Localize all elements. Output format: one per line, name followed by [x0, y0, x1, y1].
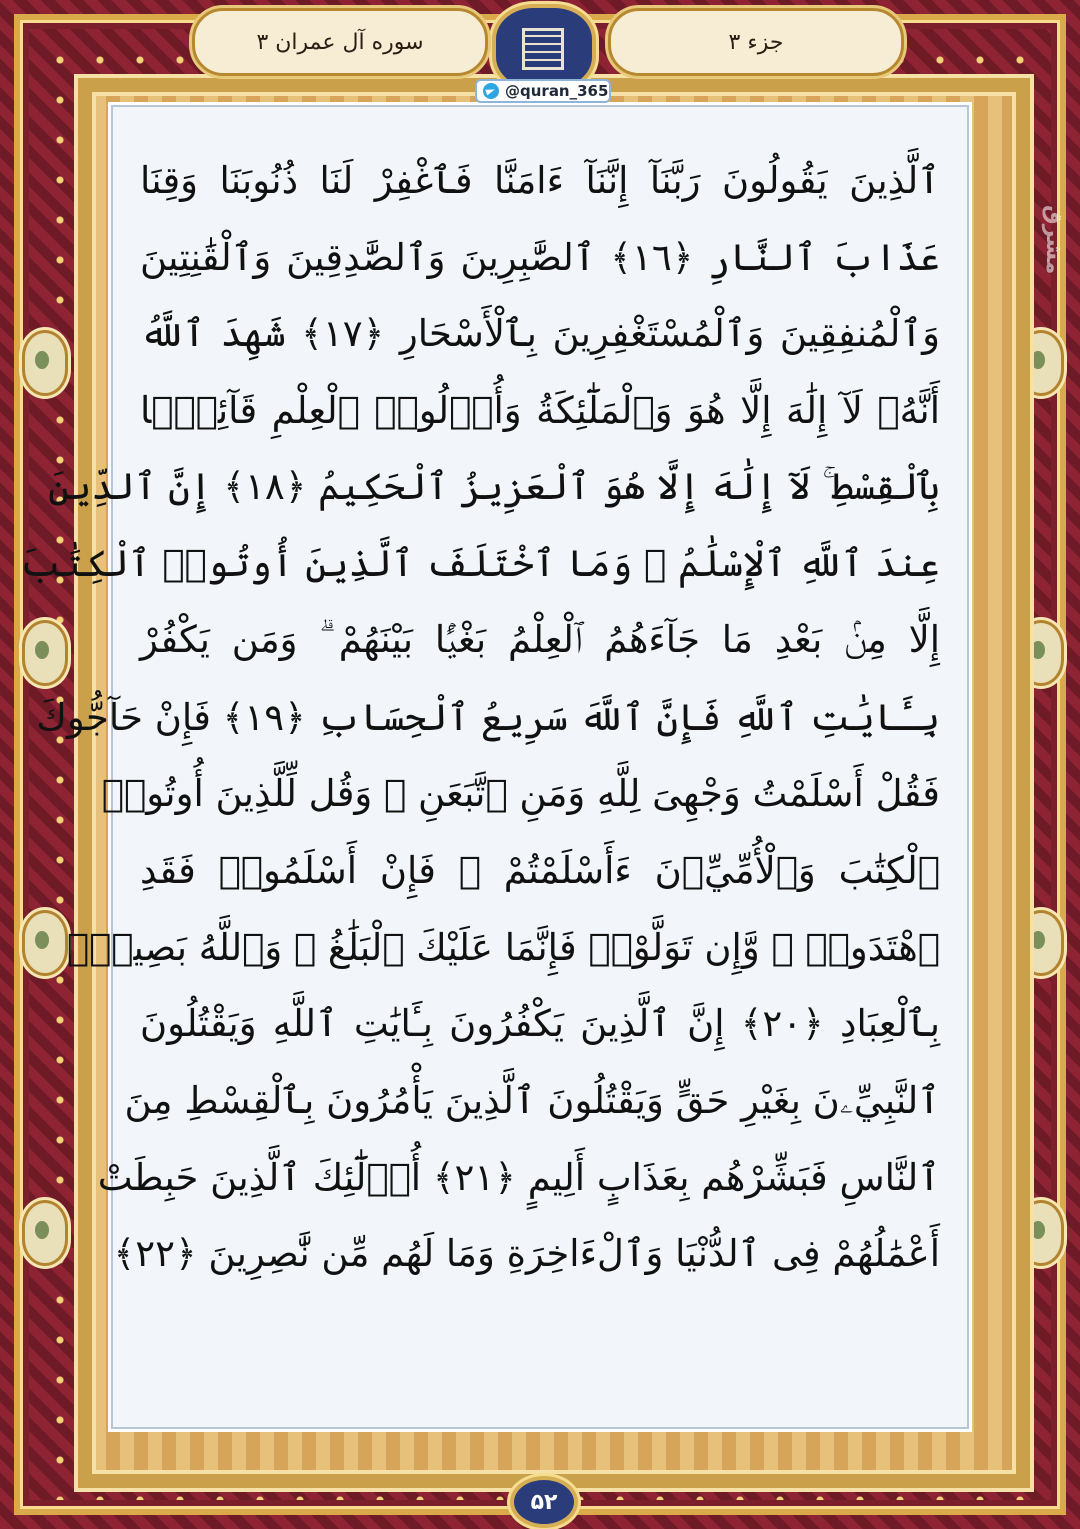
medallion-ornament	[22, 910, 68, 976]
page-number: ۵۲	[510, 1476, 578, 1528]
verse-line: ٱلَّذِينَ يَقُولُونَ رَبَّنَآ إِنَّنَآ ءَامَنَّا فَٱغْفِرْ لَنَا ذُنُوبَنَا وَقِنَا	[140, 158, 940, 202]
verse-line: فَقُلْ أَسْلَمْتُ وَجْهِىَ لِلَّهِ وَمَنِ ٱتَّبَعَنِ ۗ وَقُل لِّلَّذِينَ أُوتُوا۟	[101, 772, 940, 816]
verse-line: أَعْمَٰلُهُمْ فِى ٱلدُّنْيَا وَٱلْءَاخِرَةِ وَمَا لَهُم مِّن نَّٰصِرِينَ ﴿٢٢﴾	[113, 1232, 940, 1276]
verse-line: عَذَابَ ٱلنَّارِ ﴿١٦﴾ ٱلصَّٰبِرِينَ وَٱلصَّٰدِقِينَ وَٱلْقَٰنِتِينَ	[140, 235, 940, 279]
telegram-icon	[483, 83, 499, 99]
verse-line: ٱلْكِتَٰبَ وَٱلْأُمِّيِّۦنَ ءَأَسْلَمْتُمْ ۚ فَإِنْ أَسْلَمُوا۟ فَقَدِ	[140, 849, 940, 893]
verse-line: بِٱلْعِبَادِ ﴿٢٠﴾ إِنَّ ٱلَّذِينَ يَكْفُرُونَ بِـَٔايَٰتِ ٱللَّهِ وَيَقْتُلُونَ	[140, 1002, 940, 1046]
verse-line: ٱلنَّبِيِّۦنَ بِغَيْرِ حَقٍّ وَيَقْتُلُونَ ٱلَّذِينَ يَأْمُرُونَ بِٱلْقِسْطِ مِنَ	[124, 1078, 940, 1122]
verse-line: إِلَّا مِنۢ بَعْدِ مَا جَآءَهُمُ ٱلْعِلْمُ بَغْيًۢا بَيْنَهُمْ ۗ وَمَن يَكْفُرْ	[140, 618, 940, 662]
surah-label: سوره آل عمران ۳	[192, 8, 488, 76]
verse-line: ٱهْتَدَوا۟ ۖ وَّإِن تَوَلَّوْا۟ فَإِنَّمَا عَلَيْكَ ٱلْبَلَٰغُ ۗ وَٱللَّهُ بَصِيرٌۢ	[66, 925, 940, 969]
verse-line: بِـَٔايَٰتِ ٱللَّهِ فَإِنَّ ٱللَّهَ سَرِيعُ ٱلْحِسَابِ ﴿١٩﴾ فَإِنْ حَآجُّوكَ	[36, 695, 940, 739]
watermark-logo: مشرق	[1041, 204, 1066, 274]
juz-label: جزء ۳	[608, 8, 904, 76]
verse-line: أَنَّهُۥ لَآ إِلَٰهَ إِلَّا هُوَ وَٱلْمَلَٰٓئِكَةُ وَأُو۟لُوا۟ ٱلْعِلْمِ قَآئِمًۢا	[140, 388, 940, 432]
medallion-ornament	[22, 620, 68, 686]
verse-line: وَٱلْمُنفِقِينَ وَٱلْمُسْتَغْفِرِينَ بِٱلْأَسْحَارِ ﴿١٧﴾ شَهِدَ ٱللَّهُ	[140, 312, 941, 356]
verse-lines	[20, 142, 941, 1292]
telegram-handle-badge[interactable]	[475, 79, 611, 103]
verse-line: بِٱلْقِسْطِ ۚ لَآ إِلَٰهَ إِلَّا هُوَ ٱلْعَزِيزُ ٱلْحَكِيمُ ﴿١٨﴾ إِنَّ ٱلدِّينَ	[48, 465, 940, 509]
verse-line: ٱلنَّاسِ فَبَشِّرْهُم بِعَذَابٍ أَلِيمٍ ﴿٢١﴾ أُو۟لَٰٓئِكَ ٱلَّذِينَ حَبِطَتْ	[97, 1155, 940, 1199]
medallion-ornament	[22, 1200, 68, 1266]
medallion-ornament	[22, 330, 68, 396]
verse-line: عِندَ ٱللَّهِ ٱلْإِسْلَٰمُ ۗ وَمَا ٱخْتَلَفَ ٱلَّذِينَ أُوتُوا۟ ٱلْكِتَٰبَ	[20, 542, 940, 586]
handle-text: @quran_365	[505, 82, 609, 100]
